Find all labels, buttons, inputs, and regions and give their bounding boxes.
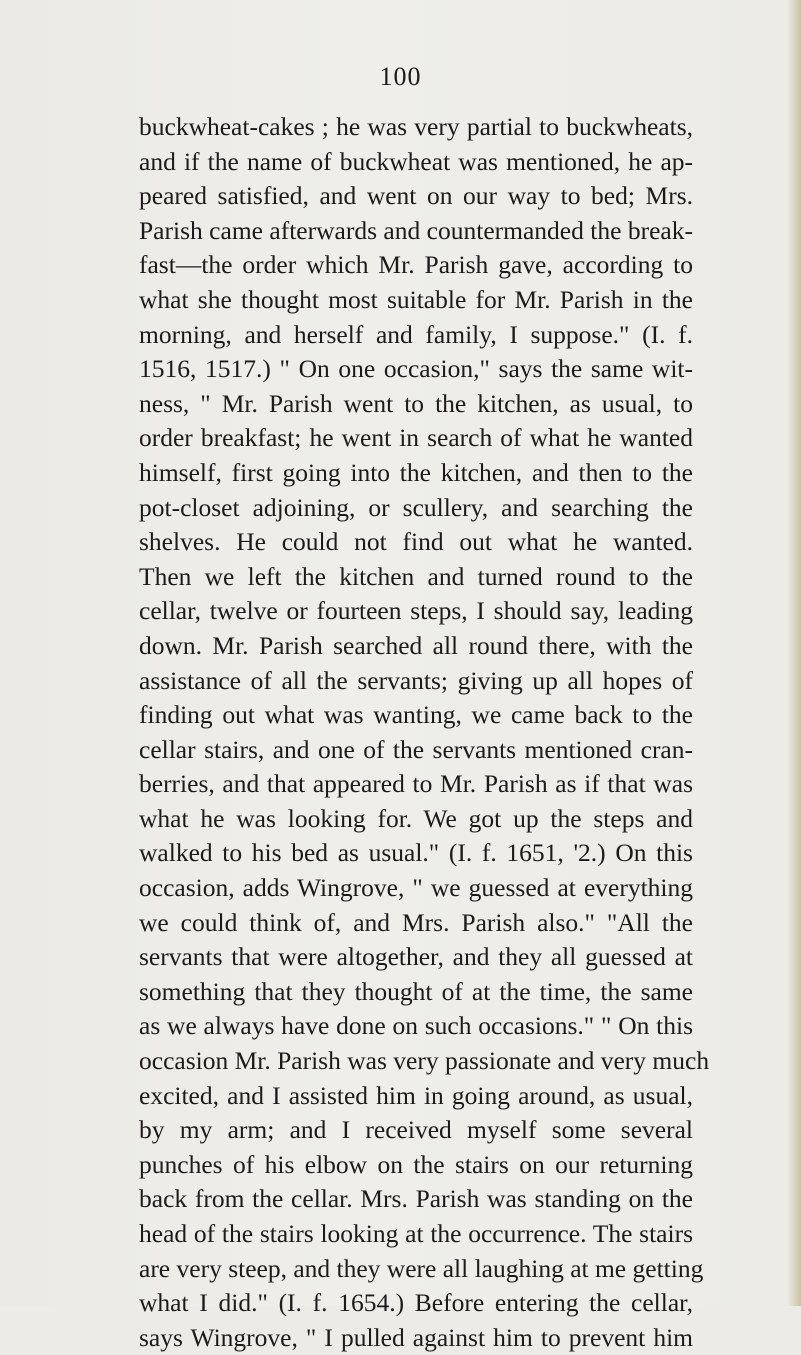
text-line: cellar, twelve or fourteen steps, I should say, leading bbox=[139, 596, 693, 626]
page-edge bbox=[787, 0, 801, 1306]
text-line: something that they thought of at the time, the same bbox=[139, 976, 693, 1006]
text-line: what I did." (I. f. 1654.) Before entering the cellar, bbox=[139, 1288, 693, 1318]
text-line: we could think of, and Mrs. Parish also." "All the bbox=[139, 907, 693, 937]
text-line: berries, and that appeared to Mr. Parish as if that was bbox=[139, 769, 693, 799]
text-line: back from the cellar. Mrs. Parish was standing on the bbox=[139, 1184, 693, 1214]
text-line: Parish came afterwards and countermanded the break- bbox=[139, 215, 693, 245]
text-line: Then we left the kitchen and turned round to the bbox=[139, 561, 693, 591]
text-line: and if the name of buckwheat was mentioned, he ap- bbox=[139, 146, 693, 176]
text-line: says Wingrove, " I pulled against him to prevent him bbox=[139, 1322, 693, 1352]
text-line: cellar stairs, and one of the servants mentioned cran- bbox=[139, 734, 693, 764]
text-line: occasion, adds Wingrove, " we guessed at everything bbox=[139, 873, 693, 903]
text-line: shelves. He could not find out what he wanted. bbox=[139, 527, 693, 557]
text-line: himself, first going into the kitchen, and then to the bbox=[139, 457, 693, 487]
text-line: what he was looking for. We got up the steps and bbox=[139, 803, 693, 833]
page-number: 100 bbox=[379, 62, 422, 91]
text-line: pot-closet adjoining, or scullery, and searching the bbox=[139, 492, 693, 522]
text-line: excited, and I assisted him in going around, as usual, bbox=[139, 1080, 693, 1110]
text-line: head of the stairs looking at the occurrence. The stairs bbox=[139, 1219, 693, 1248]
text-line: down. Mr. Parish searched all round there, with the bbox=[139, 630, 693, 660]
body-text bbox=[139, 110, 710, 1355]
text-line: peared satisfied, and went on our way to bed; Mrs. bbox=[139, 181, 693, 211]
text-line: morning, and herself and family, I suppose." (I. f. bbox=[139, 319, 693, 349]
text-line: assistance of all the servants; giving up all hopes of bbox=[139, 665, 693, 695]
text-line: order breakfast; he went in search of what he wanted bbox=[139, 423, 693, 453]
text-line: 1516, 1517.) " On one occasion," says the same wit- bbox=[139, 354, 693, 384]
text-line: servants that were altogether, and they all guessed at bbox=[139, 942, 693, 972]
text-line: are very steep, and they were all laughing at me getting bbox=[139, 1253, 704, 1283]
text-line: buckwheat-cakes ; he was very partial to buckwheats, bbox=[139, 112, 693, 141]
text-line: punches of his elbow on the stairs on our returning bbox=[139, 1149, 693, 1179]
text-line: fast—the order which Mr. Parish gave, according to bbox=[139, 250, 693, 280]
text-line: walked to his bed as usual." (I. f. 1651, '2.) On this bbox=[139, 838, 693, 868]
text-line: as we always have done on such occasions." " On this bbox=[139, 1011, 693, 1041]
text-line: ness, " Mr. Parish went to the kitchen, as usual, to bbox=[139, 388, 693, 418]
text-line: occasion Mr. Parish was very passionate and very much bbox=[139, 1046, 710, 1076]
text-line: what she thought most suitable for Mr. Parish in the bbox=[139, 284, 693, 314]
text-line: finding out what was wanting, we came back to the bbox=[139, 700, 693, 730]
text-line: by my arm; and I received myself some several bbox=[139, 1115, 693, 1145]
